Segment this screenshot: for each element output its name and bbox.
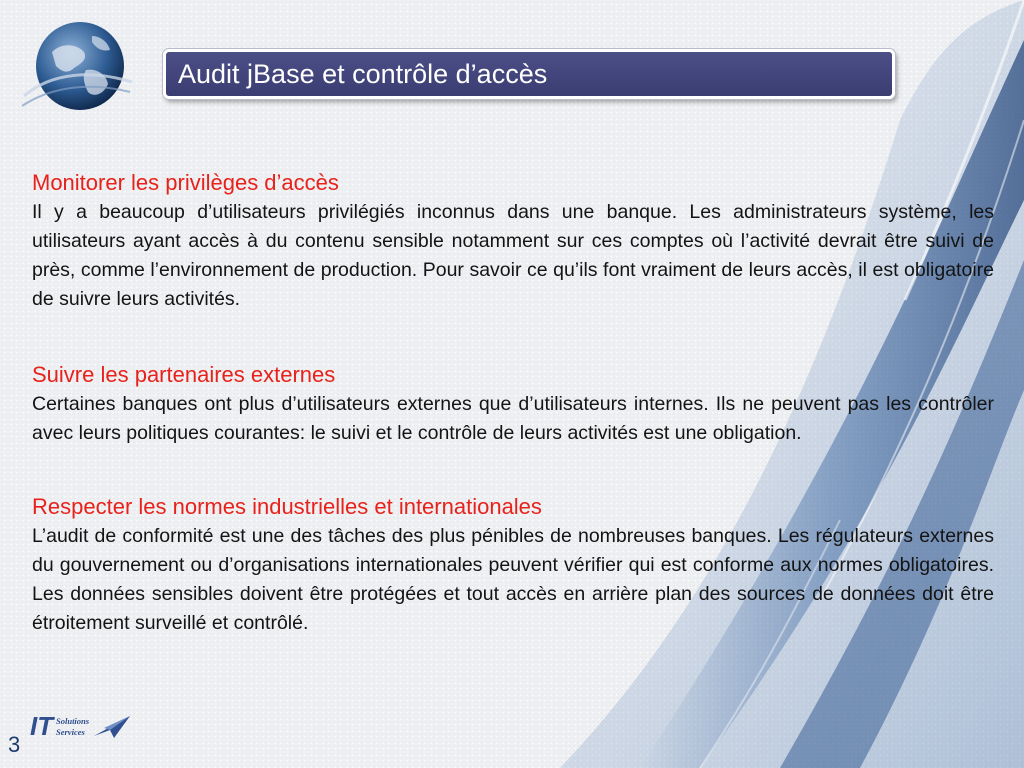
slide-title: Audit jBase et contrôle d’accès [163, 49, 895, 99]
airplane-icon [92, 714, 132, 740]
section-text: Certaines banques ont plus d’utilisateurs externes que d’utilisateurs internes. Ils ne peuvent pas les contrôler avec leurs politiques courantes: le suivi et le contrôle de leurs activités est une obligation. [32, 393, 994, 444]
logo-mark: IT [30, 711, 54, 741]
it-solutions-logo [30, 712, 138, 740]
slide-content [32, 168, 994, 638]
section-access-privileges [32, 168, 994, 314]
section-heading: Monitorer les privilèges d’accès [32, 170, 339, 195]
globe-icon [22, 12, 134, 124]
section-standards [32, 492, 994, 638]
section-text: L’audit de conformité est une des tâches des plus pénibles de nombreuses banques. Les régulateurs externes du gouvernement ou d’organisations internationales peuvent vérifier qui est conforme aux normes obligatoires. Les données sensibles doivent être protégées et tout accès en arrière plan des sources de données doit être étroitement surveillé et contrôlé. [32, 525, 994, 634]
section-text: Il y a beaucoup d’utilisateurs privilégiés inconnus dans une banque. Les administrateurs système, les utilisateurs ayant accès à du contenu sensible notamment sur ces comptes où l’activité devrait être suivi de près, comme l’environnement de production. Pour savoir ce qu’ils font vraiment de leurs accès, il est obligatoire de suivre leurs activités. [32, 201, 994, 310]
logo-line2: Services [56, 727, 85, 737]
logo-line1: Solutions [56, 716, 90, 726]
section-heading: Respecter les normes industrielles et internationales [32, 494, 542, 519]
section-heading: Suivre les partenaires externes [32, 362, 336, 387]
page-number: 3 [8, 732, 21, 757]
section-external-partners [32, 360, 994, 448]
